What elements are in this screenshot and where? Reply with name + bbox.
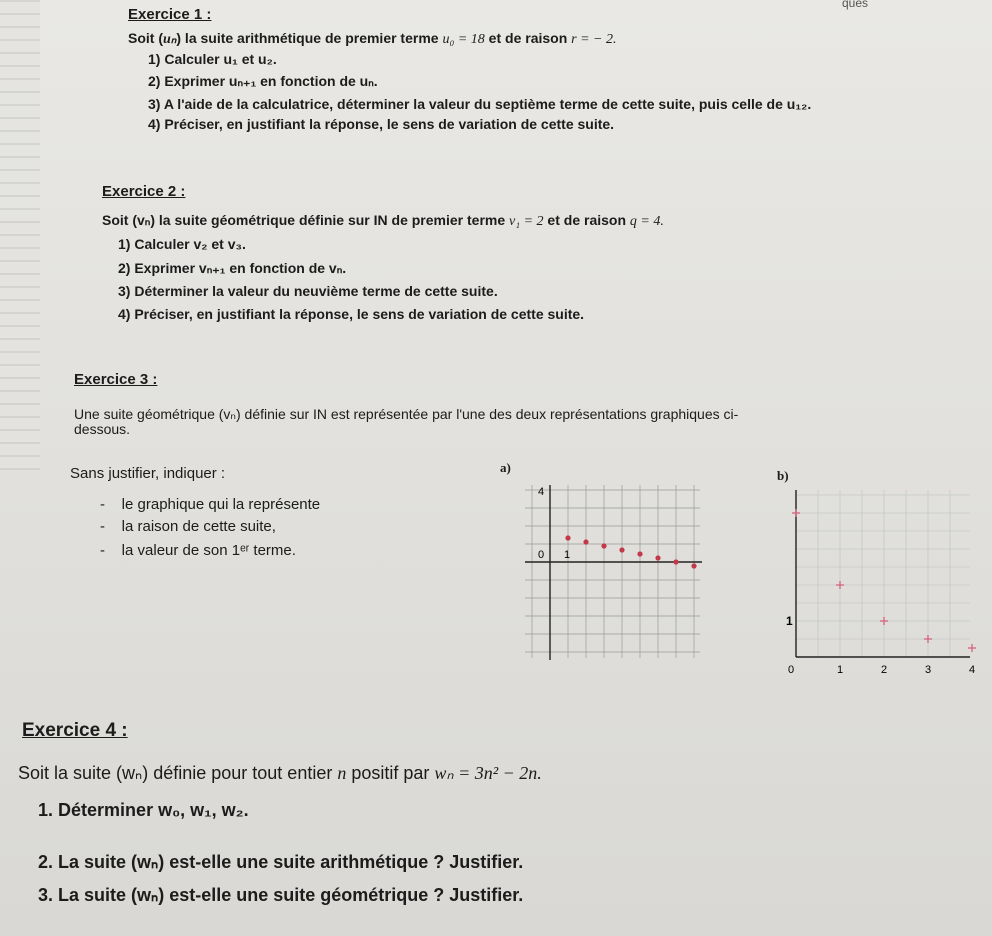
chart-b-x-tick-label: 3 — [925, 664, 932, 676]
ex3-item-1: - le graphique qui la représente — [100, 496, 321, 513]
chart-a-point — [673, 559, 678, 564]
ex1-q1: 1) Calculer u₁ et u₂. — [148, 51, 277, 67]
chart-a-point — [655, 555, 660, 560]
chart-a-x-tick-label: 1 — [564, 549, 571, 561]
chart-b-point — [968, 644, 976, 652]
ex3-title: Exercice 3 : — [74, 371, 158, 388]
ex1-q2: 2) Exprimer uₙ₊₁ en fonction de uₙ. — [148, 73, 378, 89]
binder-margin — [0, 0, 40, 470]
ex1-title: Exercice 1 : — [128, 6, 212, 23]
chart-a — [520, 480, 710, 665]
chart-a-point — [691, 563, 696, 568]
chart-b-y-tick-label: 1 — [786, 614, 793, 628]
ex4-intro: Soit la suite (wₙ) définie pour tout entier n positif par wₙ = 3n² − 2n. — [18, 763, 542, 783]
chart-b-point — [836, 581, 844, 589]
ex1-q3: 3) A l'aide de la calculatrice, déterminer la valeur du septième terme de cette suite, puis celle de u₁₂. — [148, 96, 812, 112]
ex2-q4: 4) Préciser, en justifiant la réponse, le sens de variation de cette suite. — [118, 306, 585, 322]
ex4-q2: 2. La suite (wₙ) est-elle une suite arithmétique ? Justifier. — [38, 852, 524, 872]
chart-b — [780, 485, 976, 685]
chart-a-point — [637, 551, 642, 556]
chart-b-x-tick-label: 2 — [881, 664, 888, 676]
chart-b-point — [924, 635, 932, 643]
ex2-q3: 3) Déterminer la valeur du neuvième terme de cette suite. — [118, 283, 498, 299]
ex2-q1: 1) Calculer v₂ et v₃. — [118, 236, 246, 252]
chart-a-y-tick-label: 4 — [538, 486, 545, 498]
chart-a-title: a) — [500, 460, 511, 475]
ex4-q3: 3. La suite (wₙ) est-elle une suite géométrique ? Justifier. — [38, 885, 524, 905]
ex2-q2: 2) Exprimer vₙ₊₁ en fonction de vₙ. — [118, 260, 347, 276]
chart-b-title: b) — [777, 468, 789, 483]
chart-b-x-tick-label: 4 — [969, 664, 976, 676]
ex3-instruction: Sans justifier, indiquer : — [70, 465, 226, 482]
chart-b-point — [880, 617, 888, 625]
ex1-intro: Soit (uₙ) la suite arithmétique de premier terme u₀ = 18 et de raison r = − 2. — [128, 30, 617, 47]
chart-a-point — [583, 539, 588, 544]
ex2-intro: Soit (vₙ) la suite géométrique définie sur IN de premier terme v₁ = 2 et de raison q = 4. — [102, 212, 664, 229]
chart-a-point — [565, 535, 570, 540]
ex4-title: Exercice 4 : — [22, 720, 128, 741]
chart-b-point — [792, 509, 800, 517]
ex3-intro-line2: dessous. — [74, 421, 131, 437]
ex1-q4: 4) Préciser, en justifiant la réponse, le sens de variation de cette suite. — [148, 116, 615, 132]
ex3-item-3: - la valeur de son 1ᵉʳ terme. — [100, 542, 296, 559]
chart-a-point — [601, 543, 606, 548]
ex3-intro-line1: Une suite géométrique (vₙ) définie sur IN est représentée par l'une des deux représentations graphiques ci- — [74, 406, 739, 422]
ex4-q1: 1. Déterminer w₀, w₁, w₂. — [38, 800, 249, 820]
page-tag: ques — [842, 0, 869, 10]
chart-b-x-tick-label: 0 — [788, 664, 795, 676]
ex2-title: Exercice 2 : — [102, 183, 186, 200]
chart-b-x-tick-label: 1 — [837, 664, 844, 676]
chart-a-point — [619, 547, 624, 552]
chart-a-origin-label: 0 — [538, 549, 545, 561]
ex3-item-2: - la raison de cette suite, — [100, 518, 276, 535]
